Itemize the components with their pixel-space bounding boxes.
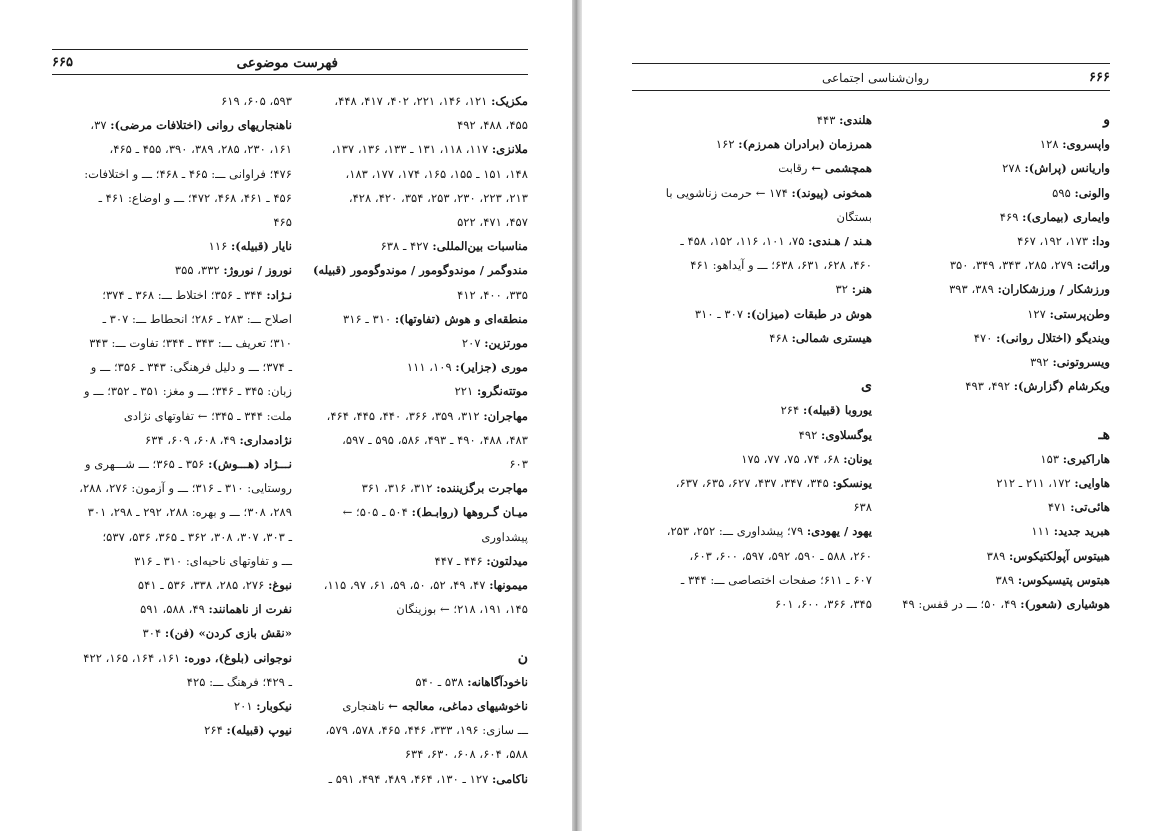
index-page-refs: ۱۱۱ [1031,524,1054,539]
index-term: هوش در طبقات (میزان): [746,306,872,321]
index-page-refs: پیشداوری [481,529,528,544]
index-entry-continuation [52,137,292,161]
index-page-refs: ۶۳۸ [853,500,872,515]
index-page-refs: ۳۵۶ ـ ۳۶۵؛ ـــ شـــهری و [84,457,209,472]
index-entry [632,423,872,447]
index-term: منطقه‌ای و هوش (تفاوتها): [394,311,528,326]
index-entry-continuation [52,525,292,549]
index-page-refs: ۴۶۵ [273,215,292,230]
index-page-refs: ۴۴۳ [816,113,840,127]
index-term: مورتزین: [484,336,528,351]
index-page-refs: ۴۹، ۵۰؛ ـــ در قفس: ۴۹ [902,597,1021,612]
index-entry-continuation [306,718,528,742]
index-entry [887,495,1110,519]
index-entry [887,471,1110,495]
index-page-refs: ۵۳۸ ـ ۵۴۰ [415,674,468,689]
index-entry [306,404,528,428]
index-page-refs: ۳۱۰؛ تعریف ـــ: ۳۴۳ ـ ۳۴۴؛ تفاوت ـــ: ۳۴۳ [89,336,292,351]
index-page-refs: ۷۵، ۱۰۱، ۱۱۶، ۱۵۲، ۴۵۸ ـ [680,234,809,249]
index-entry [887,350,1110,374]
index-entry [306,573,528,597]
index-term: نبوغ: [268,578,292,593]
index-term: ناخودآگاهانه: [467,674,528,689]
index-term: «نقش بازی کردن» (فن): [164,626,292,641]
index-page-refs: ۴۷۰ [973,330,997,345]
left-header-rule-bottom [52,74,528,75]
index-page-refs: ۶۰۳ [509,457,528,472]
right-page-right-column [887,108,1110,616]
index-page-refs: ۴۹۲، ۴۹۳ [965,379,1014,394]
section-letter-heading: ن [517,649,528,666]
index-page-refs: ۴۷۱ [1047,500,1071,515]
index-page-refs: ۳۲ [835,282,852,297]
index-page-refs: ۱۱۷، ۱۱۸، ۱۳۱ ـ ۱۳۳، ۱۳۶، ۱۳۷، [331,142,492,157]
index-entry [52,718,292,742]
index-page-refs: ۴۵۷، ۴۷۱، ۵۲۲ [457,215,528,230]
index-page-refs: ۳۴۴ ـ ۳۵۶؛ اختلاط ـــ: ۳۶۸ ـ ۳۷۴؛ [102,287,267,302]
index-page-refs: ۴۵۶ ـ ۴۶۱، ۴۶۸، ۴۷۲؛ ـــ و اوضاع: ۴۶۱ ـ [98,190,292,205]
index-page-refs: رقابت [778,161,812,176]
index-entry [52,258,292,282]
index-term: موری (جزایر): [455,360,528,375]
index-term: همرزمان (برادران همرزم): [738,137,872,152]
index-entry [887,132,1110,156]
index-page-refs: ـ ۳۷۴؛ ـــ و دلیل فرهنگی: ۳۴۳ ـ ۳۵۶؛ ـــ و [90,360,292,375]
index-page-refs: ـــ و تفاوتهای ناحیه‌ای: ۳۱۰ ـ ۳۱۶ [134,553,292,568]
index-entry [632,132,872,156]
index-entry [306,137,528,161]
index-term: مکزیک: [491,94,528,108]
index-page-refs: ۴۲۷ ـ ۶۳۸ [380,239,433,254]
left-page-number: ۶۶۵ [52,55,73,70]
left-page-header [52,52,528,74]
index-term: ناهنجاریهای روانی (اختلافات مرضی): [110,118,292,133]
index-page-refs: ۲۱۳، ۲۲۳، ۲۳۰، ۲۵۳، ۳۵۴، ۴۲۰، ۴۲۸، [348,190,528,205]
right-page [582,0,1153,831]
index-entry-continuation [52,186,292,210]
left-page-left-column [52,89,292,742]
index-term: وراثت: [1076,258,1110,273]
index-entry-continuation [632,544,872,568]
index-term: هبتوس پتیسیکوس: [1017,572,1110,587]
index-entry [306,549,528,573]
index-entry [887,544,1110,568]
index-page-refs: ۵۸۸، ۶۰۴، ۶۰۸، ۶۳۰، ۶۳۴ [404,747,528,762]
index-page-refs: ۱۲۷ [1027,306,1050,321]
index-term: وایماری (بیماری): [1022,209,1110,224]
index-entry-continuation [52,500,292,524]
index-entry [52,452,292,476]
index-entry-continuation [52,307,292,331]
index-entry [887,277,1110,301]
index-entry-continuation [52,476,292,500]
index-entry [887,302,1110,326]
index-entry [306,234,528,258]
index-page-refs: ۴۹، ۵۸۸، ۵۹۱ [140,602,209,617]
book-gutter [572,0,582,831]
index-page-refs: ۱۱۶ [208,239,231,254]
index-entry-continuation [52,210,292,234]
index-page-refs: ۲۷۹، ۲۸۵، ۳۴۳، ۳۴۹، ۳۵۰ [949,258,1077,273]
index-page-refs: ۴۶۸ [769,330,792,345]
index-page-refs: ۳۱۰ ـ ۳۱۶ [343,311,395,326]
index-entry [52,597,292,621]
index-entry-continuation [306,428,528,452]
index-page-refs: ناهنجاری [342,699,389,714]
index-entry [887,229,1110,253]
index-entry [632,229,872,253]
index-page-refs: ۴۷۶؛ فراوانی ـــ: ۴۶۵ ـ ۴۶۸؛ ـــ و اختلافات: [84,166,292,181]
index-entry [887,519,1110,543]
index-entry-continuation [306,186,528,210]
index-entry-continuation [52,549,292,573]
index-term: واریانس (پراش): [1024,161,1110,176]
index-entry [306,476,528,500]
section-letter-heading: هـ [1098,426,1110,443]
index-entry [887,374,1110,398]
index-page-refs: ۶۸، ۷۴، ۷۵، ۷۷، ۱۷۵ [741,451,844,466]
index-term: نژادمداری: [239,432,292,447]
index-entry-continuation [52,379,292,403]
index-term: مهاجران: [483,408,528,423]
index-entry [632,156,872,180]
index-page-refs: ۲۰۷ [461,336,485,351]
index-entry [306,258,528,282]
section-letter-heading: و [1103,112,1110,128]
index-entry-continuation [632,568,872,592]
index-entry-continuation [306,452,528,476]
index-term: مناسبات بین‌المللی: [432,239,528,254]
index-entry [632,302,872,326]
index-term: هنر: [851,282,872,297]
index-page-refs: ۱۶۱، ۱۶۴، ۱۶۵، ۴۲۲ [83,650,185,665]
index-entry [632,326,872,350]
index-page-refs: ۶۰۷ ـ ۶۱۱؛ صفحات اختصاصی ـــ: ۳۴۴ ـ [680,572,872,587]
index-entry [632,447,872,471]
index-term: مهاجرت برگزیننده: [436,481,528,496]
index-term: نـــژاد (هـــوش): [208,457,292,472]
right-page-number: ۶۶۶ [1089,70,1110,85]
left-page-right-column [306,89,528,791]
index-entry-continuation [632,205,872,229]
index-page-refs: ۳۰۷ ـ ۳۱۰ [694,306,747,321]
index-page-refs: ۱۷۲، ۲۱۱ ـ ۲۱۲ [996,476,1075,491]
index-term: یونان: [843,451,872,466]
index-page-refs: ۵۹۳، ۶۰۵، ۶۱۹ [221,94,292,108]
index-page-refs: ۳۹۲ [1030,355,1053,370]
index-term: هیستری شمالی: [791,330,872,345]
index-term: هلندی: [839,113,872,127]
index-entry [306,355,528,379]
index-entry-continuation [52,670,292,694]
index-entry [52,573,292,597]
index-entry [306,89,528,113]
index-page-refs: ۱۵۳ [1040,451,1063,466]
index-page-refs: ۵۰۴ ـ ۵۰۵؛ ← [342,505,412,520]
index-page-refs: ۳۰۴ [142,626,165,641]
index-term: وطن‌پرستی: [1049,306,1110,321]
right-page-title: روان‌شناسی اجتماعی [822,71,930,85]
index-term: موتته‌نگرو: [476,384,528,399]
index-term: هاراکیری: [1062,451,1110,466]
index-term: ملانزی: [491,142,528,157]
index-page-refs: ـ ۴۲۹؛ فرهنگ ـــ: ۴۲۵ [186,674,292,689]
index-term: یهود / یهودی: [806,524,872,539]
index-page-refs: ۴۹۲ [798,427,822,442]
index-entry [887,253,1110,277]
index-term: یوگسلاوی: [821,427,872,442]
index-entry [306,694,528,718]
index-page-refs: ملت: ۳۴۴ ـ ۳۴۵؛ ← تفاوتهای نژادی [123,408,292,423]
index-page-refs: ۲۶۴ [780,403,803,418]
index-page-refs: ۱۴۸، ۱۵۱ ـ ۱۵۵، ۱۶۵، ۱۷۴، ۱۷۷، ۱۸۳، [345,166,528,181]
index-term: نیکوبار: [256,699,292,714]
index-page-refs: ۲۲۱ [454,384,477,399]
index-entry-continuation [52,162,292,186]
index-entry [52,646,292,670]
index-entry [632,108,872,132]
right-header-rule-bottom [632,90,1110,91]
index-page-refs: ۴۷، ۴۹، ۵۲، ۵۰، ۵۹، ۶۱، ۹۷، ۱۱۵، [323,578,490,593]
index-page-refs: ۳۱۲، ۳۵۹، ۳۶۶، ۴۴۰، ۴۴۵، ۴۶۴، [326,408,484,423]
index-term: نوجوانی (بلوغ)، دوره: [184,650,292,665]
index-page-refs: ۱۲۸ [1039,137,1063,152]
index-page-refs: ۲۶۴ [204,723,227,738]
index-page-refs: ۴۵۵، ۴۸۸، ۴۹۲ [457,118,528,133]
left-page-title: فهرست موضوعی [236,55,338,71]
left-header-rule-top [52,49,528,50]
index-page-refs: ۴۶۹ [999,209,1023,224]
index-entry [306,307,528,331]
index-term: میـان گـروهها (روابـط): [411,505,528,520]
index-entry-continuation [306,162,528,186]
index-page-refs: ۳۴۵، ۳۶۶، ۶۰۰، ۶۰۱ [774,597,872,612]
index-entry-continuation [306,210,528,234]
index-page-refs: ۱۲۱، ۱۴۶، ۲۲۱، ۴۰۲، ۴۱۷، ۴۴۸، [334,94,492,108]
index-entry [632,519,872,543]
index-entry-continuation [306,597,528,621]
index-entry-continuation [52,355,292,379]
index-term: هبرید جدید: [1053,524,1110,539]
index-page-refs: ۲۷۶، ۲۸۵، ۳۳۸، ۵۳۶ ـ ۵۴۱ [137,578,269,593]
index-entry [632,181,872,205]
index-entry [52,621,292,645]
index-page-refs: ۱۶۱، ۲۳۰، ۲۸۵، ۳۸۹، ۳۹۰، ۴۵۵ ـ ۴۶۵، [109,142,292,157]
index-entry-continuation [306,525,528,549]
index-entry [52,234,292,258]
index-page-refs: ۴۶۰، ۶۲۸، ۶۳۱، ۶۳۸؛ ـــ و آیداهو: ۴۶۱ [690,258,872,273]
index-page-refs: ۷۹؛ پیشداوری ـــ: ۲۵۲، ۲۵۳، [666,524,807,539]
index-page-refs: ۳۸۹ [986,548,1010,563]
index-page-refs: ۲۷۸ [1002,161,1025,176]
index-term: همچشمی ← [811,161,872,176]
index-page-refs: ۴۸۳، ۴۸۸، ۴۹۰ ـ ۴۹۳، ۵۸۶، ۵۹۵ ـ ۵۹۷، [342,432,528,447]
index-term: ناکامی: [492,771,528,786]
index-page-refs: ۳۷، [90,118,111,133]
index-page-refs: ۳۱۲، ۳۱۶، ۳۶۱ [361,481,437,496]
index-term: ودا: [1091,234,1110,249]
index-page-refs: ۲۶۰، ۵۸۸ ـ ۵۹۰، ۵۹۲، ۵۹۷، ۶۰۰، ۶۰۳، [689,548,872,563]
index-entry [52,283,292,307]
section-spacer [306,621,528,645]
index-term: واپسروی: [1062,137,1110,152]
index-term: یوروبا (قبیله): [802,403,872,418]
index-term: نوروز / نوروژ: [223,263,292,278]
index-page-refs: ـــ سازی: ۱۹۶، ۳۳۳، ۴۴۶، ۴۶۵، ۵۷۸، ۵۷۹، [325,723,528,738]
index-term: میدلتون: [486,553,528,568]
index-entry [52,428,292,452]
index-page-refs: ۱۲۷ ـ ۱۳۰، ۴۶۴، ۴۸۹، ۴۹۴، ۵۹۱ ـ [328,771,493,786]
index-page-refs: ۱۰۹، ۱۱۱ [406,360,456,375]
index-page-refs: اصلاح ـــ: ۲۸۳ ـ ۲۸۶؛ انحطاط ـــ: ۳۰۷ ـ [102,311,292,326]
index-entry [887,447,1110,471]
index-term: والونی: [1074,185,1110,200]
section-letter-heading: ی [861,378,872,395]
index-entry [887,592,1110,616]
index-entry [887,326,1110,350]
index-page-refs: ۲۸۹، ۳۰۸؛ ـــ و بهره: ۲۸۸، ۲۹۲ ـ ۲۹۸، ۳۰۱ [87,505,292,520]
index-entry [52,113,292,137]
index-page-refs: ۱۷۳، ۱۹۲، ۴۶۷ [1017,234,1092,249]
left-page [0,0,572,831]
index-page-refs: ۱۷۴ ← حرمت زناشویی با [665,185,792,200]
index-entry [306,767,528,791]
index-page-refs: بستگان [836,209,872,224]
index-page-refs: ۳۳۵، ۴۰۰، ۴۱۲ [457,287,528,302]
index-entry-continuation [52,404,292,428]
index-term: هوشیاری (شعور): [1020,597,1110,612]
index-page-refs: ۳۸۹، ۳۹۳ [949,282,998,297]
index-entry [887,156,1110,180]
index-term: نیوپ (قبیله): [226,723,292,738]
right-page-header [632,67,1110,89]
index-entry [887,205,1110,229]
index-entry [52,694,292,718]
index-page-refs: روستایی: ۳۱۰ ـ ۳۱۶؛ ـــ و آزمون: ۲۷۶، ۲۸۸، [79,481,292,496]
index-entry [632,471,872,495]
index-entry-continuation [632,495,872,519]
index-term: میمونها: [489,578,528,593]
index-entry-continuation [632,592,872,616]
index-entry-continuation [306,283,528,307]
index-page-refs: زبان: ۳۴۵ ـ ۳۴۶؛ ـــ و مغز: ۳۵۱ ـ ۳۵۲؛ ـــ و [84,384,292,399]
index-term: ورزشکار / ورزشکاران: [997,282,1110,297]
index-term: نفرت از ناهمانند: [208,602,292,617]
index-term: یونسکو: [832,476,872,491]
index-page-refs: ۱۶۲ [715,137,739,152]
index-term: هائی‌تی: [1070,500,1110,515]
index-term: هاوایی: [1074,476,1110,491]
index-entry [887,568,1110,592]
index-term: هـند / هـندی: [808,234,872,249]
index-term: همخونی (پیوند): [791,185,872,200]
index-page-refs: ۳۳۲، ۳۵۵ [174,263,224,278]
index-entry [632,277,872,301]
index-term: نایار (قبیله): [231,239,292,254]
index-term: مندوگمر / موندوگومور / موندوگومور (قبیله) [312,263,528,278]
right-header-rule-top [632,63,1110,64]
index-entry [306,379,528,403]
index-entry-continuation [306,742,528,766]
index-term: ویسروتونی: [1052,355,1110,370]
index-page-refs: ۵۹۵ [1052,185,1075,200]
index-term: ناخوشیهای دماغی، معالجه ← [388,699,528,714]
index-entry [632,398,872,422]
index-entry [887,181,1110,205]
index-term: ویکرشام (گزارش): [1013,379,1110,394]
index-term: نـژاد: [266,287,292,302]
index-term: ویندیگو (اختلال روانی): [996,330,1110,345]
right-page-left-column [632,108,872,616]
index-page-refs: ۱۴۵، ۱۹۱، ۲۱۸؛ ← بوزینگان [396,602,528,617]
index-page-refs: ـ ۳۰۳، ۳۰۷، ۳۰۸، ۳۶۲ ـ ۳۶۵، ۵۳۶، ۵۳۷؛ [102,529,292,544]
index-entry [306,670,528,694]
index-entry [306,500,528,524]
index-page-refs: ۴۴۶ ـ ۴۴۷ [434,553,487,568]
index-page-refs: ۳۸۹ [995,572,1018,587]
index-entry-continuation [306,113,528,137]
index-page-refs: ۲۰۱ [233,699,257,714]
index-entry [306,331,528,355]
index-page-refs: ۴۹، ۶۰۸، ۶۰۹، ۶۳۴ [144,432,240,447]
index-entry-continuation [52,89,292,113]
section-spacer [887,398,1110,422]
section-spacer [632,350,872,374]
index-entry-continuation [52,331,292,355]
index-term: هبیتوس آپولکتیکوس: [1009,548,1110,563]
index-entry-continuation [632,253,872,277]
index-page-refs: ۳۴۵، ۳۴۷، ۴۳۷، ۶۲۷، ۶۳۵، ۶۳۷، [675,476,833,491]
